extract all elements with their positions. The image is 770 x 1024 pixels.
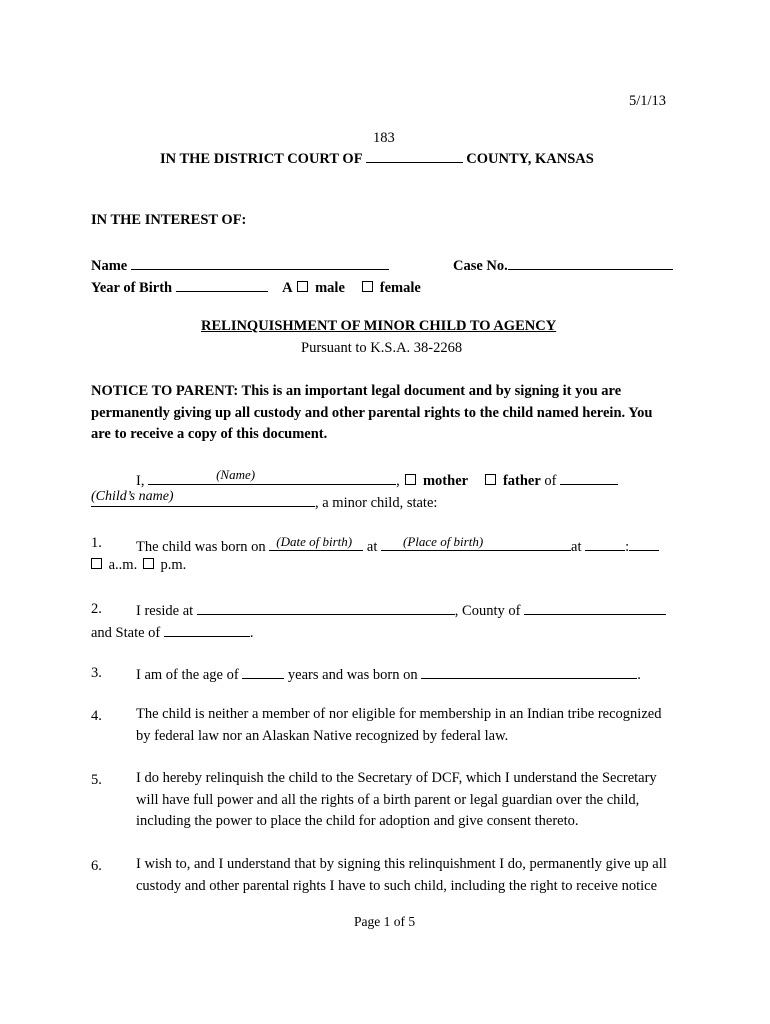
document-subtitle: Pursuant to K.S.A. 38-2268	[301, 340, 463, 356]
item-line: by federal law nor an Alaskan Native recognized by federal law.	[136, 727, 509, 744]
item-2-line-2	[91, 623, 254, 642]
female-checkbox[interactable]	[362, 281, 373, 292]
minor-child-text: , a minor child, state:	[315, 495, 438, 511]
residence-county-field[interactable]	[524, 601, 666, 615]
form-number: 183	[373, 130, 395, 146]
comma: ,	[396, 473, 400, 489]
court-title-left: IN THE DISTRICT COURT OF	[160, 151, 363, 167]
minute-field[interactable]	[629, 537, 659, 551]
period: .	[637, 667, 641, 683]
hour-field[interactable]	[585, 537, 625, 551]
sex-prefix: A	[282, 280, 292, 296]
father-checkbox[interactable]	[485, 474, 496, 485]
state-text: and State of	[91, 625, 161, 641]
item-1-line-1	[136, 535, 659, 556]
year-of-birth-label: Year of Birth	[91, 280, 173, 296]
item-line: custody and other parental rights I have to such child, including the right to receive notice	[136, 877, 658, 894]
pm-label: p.m.	[160, 557, 187, 573]
of-label: of	[544, 473, 557, 489]
court-title-right: COUNTY, KANSAS	[466, 151, 594, 167]
statement-line-1	[136, 469, 618, 490]
born-text: The child was born on	[136, 539, 266, 555]
male-label: male	[315, 280, 345, 296]
parent-birth-date-field[interactable]	[421, 665, 637, 679]
item-line: including the power to place the child for adoption and give consent thereto.	[136, 813, 579, 829]
interest-heading: IN THE INTEREST OF:	[91, 212, 247, 228]
am-checkbox[interactable]	[91, 558, 102, 569]
item-4-text	[136, 704, 696, 747]
age-field[interactable]	[242, 665, 284, 679]
case-number-field[interactable]	[508, 256, 673, 270]
item-line: will have full power and all the rights of a birth parent or legal guardian over the child,	[136, 791, 640, 808]
case-number-label: Case No.	[453, 258, 508, 274]
parent-name-hint: (Name)	[216, 467, 256, 482]
mother-checkbox[interactable]	[405, 474, 416, 485]
notice-line: NOTICE TO PARENT: This is an important legal document and by signing it you are	[91, 383, 622, 399]
am-label: a..m.	[108, 557, 138, 573]
court-title	[160, 149, 594, 168]
page-number: Page 1 of 5	[354, 914, 416, 929]
colon: :	[625, 539, 630, 555]
i-label: I,	[136, 473, 145, 489]
address-field[interactable]	[197, 601, 455, 615]
notice-line: permanently giving up all custody and other parental rights to the child named herein. You	[91, 404, 653, 421]
parent-name-field[interactable]	[148, 469, 396, 485]
at-text: at	[366, 539, 378, 555]
child-name-field[interactable]	[131, 256, 389, 270]
item-1-line-2	[89, 557, 186, 574]
case-number-row	[453, 256, 673, 275]
item-5-text	[136, 768, 696, 833]
year-of-birth-row	[91, 278, 421, 297]
mother-label: mother	[422, 473, 469, 489]
county-name-field[interactable]	[366, 149, 463, 163]
at-text-2: at	[571, 539, 582, 555]
statement-line-2	[91, 491, 437, 512]
period: .	[249, 625, 254, 641]
child-name-row	[91, 256, 389, 275]
year-of-birth-field[interactable]	[176, 278, 268, 292]
item-number: 6.	[91, 858, 102, 874]
item-number: 1.	[91, 535, 102, 551]
notice-line: are to receive a copy of this document.	[91, 426, 328, 442]
male-checkbox[interactable]	[297, 281, 308, 292]
reside-text: I reside at	[136, 603, 194, 619]
place-of-birth-field[interactable]	[381, 535, 571, 551]
date-of-birth-hint: (Date of birth)	[276, 534, 353, 549]
item-number: 4.	[91, 708, 102, 724]
form-date: 5/1/13	[629, 93, 667, 109]
item-2-line-1	[136, 601, 666, 620]
pm-checkbox[interactable]	[143, 558, 154, 569]
item-number: 5.	[91, 772, 102, 788]
item-3-line-1	[136, 665, 641, 684]
item-number: 2.	[91, 601, 102, 617]
name-label: Name	[91, 258, 128, 274]
document-title: RELINQUISHMENT OF MINOR CHILD TO AGENCY	[201, 318, 557, 334]
age-text: I am of the age of	[136, 667, 239, 683]
item-line: The child is neither a member of nor eligible for membership in an Indian tribe recognized	[136, 706, 662, 722]
female-label: female	[379, 280, 421, 296]
relation-field[interactable]	[560, 471, 618, 485]
father-label: father	[502, 473, 541, 489]
years-text: years and was born on	[287, 667, 418, 683]
residence-state-field[interactable]	[164, 623, 250, 637]
place-of-birth-hint: (Place of birth)	[403, 534, 484, 549]
item-6-text	[136, 854, 696, 897]
item-line: I wish to, and I understand that by signing this relinquishment I do, permanently give up all	[136, 856, 667, 872]
item-number: 3.	[91, 665, 102, 681]
date-of-birth-field[interactable]	[269, 535, 363, 551]
notice-to-parent	[91, 381, 691, 446]
county-text: , County of	[454, 603, 521, 619]
item-line: I do hereby relinquish the child to the Secretary of DCF, which I understand the Secretary	[136, 770, 657, 786]
child-name-statement-field[interactable]	[91, 491, 315, 507]
child-name-hint: (Child’s name)	[91, 489, 174, 504]
